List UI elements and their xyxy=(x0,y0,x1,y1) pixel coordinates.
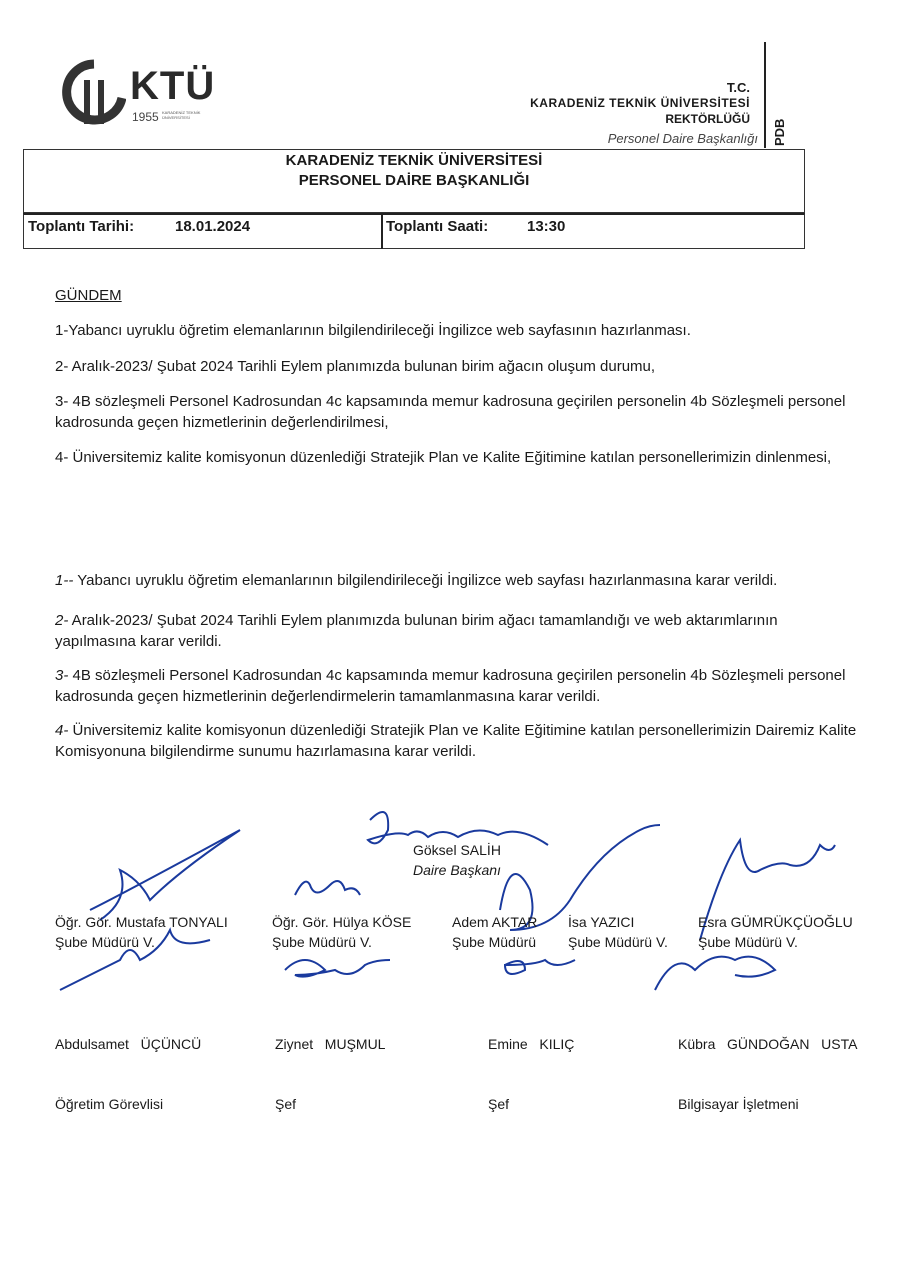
signatory xyxy=(272,912,411,952)
agenda-item: 4- Üniversitemiz kalite komisyonun düzenlediği Stratejik Plan ve Kalite Eğitimine katılan personellerimizin dinlenmesi, xyxy=(55,449,832,466)
meeting-time: 13:30 xyxy=(527,218,566,235)
meeting-date: 18.01.2024 xyxy=(175,218,251,235)
agenda-heading: GÜNDEM xyxy=(55,287,122,304)
signatory xyxy=(488,994,574,1134)
signatory-name: Ziynet MUŞMUL xyxy=(275,1036,386,1052)
signatory xyxy=(55,994,201,1134)
letterhead-tc: T.C. xyxy=(726,80,750,95)
signatory-title: Şube Müdürü xyxy=(452,934,537,950)
signature-kose xyxy=(295,881,360,895)
decision-item xyxy=(55,720,875,762)
signatory xyxy=(678,994,857,1134)
signature-tonyali xyxy=(90,830,240,920)
meeting-time-label: Toplantı Saati: xyxy=(386,218,489,235)
page-subtitle: PERSONEL DAİRE BAŞKANLIĞI xyxy=(298,172,530,189)
signatory-name: Emine KILIÇ xyxy=(488,1036,575,1052)
signatory-title: Şube Müdürü V. xyxy=(698,934,798,950)
meeting-info-divider xyxy=(381,213,383,249)
signatory-name: Kübra GÜNDOĞAN USTA xyxy=(678,1036,858,1052)
decision-number: 4- xyxy=(55,722,69,739)
decision-text: Aralık-2023/ Şubat 2024 Tarihli Eylem planımızda bulunan birim ağacı tamamlandığı ve web aktarımlarının yapılmasına karar verildi. xyxy=(55,612,778,650)
signatory-title: Şube Müdürü V. xyxy=(568,934,668,950)
agenda-item: 2- Aralık-2023/ Şubat 2024 Tarihli Eylem planımızda bulunan birim ağacın oluşum durumu, xyxy=(55,358,656,375)
letterhead-department: Personel Daire Başkanlığı xyxy=(607,131,758,146)
decision-number: 1-- xyxy=(55,572,74,589)
decision-number: 3- xyxy=(55,667,69,684)
letterhead-university: KARADENİZ TEKNİK ÜNİVERSİTESİ xyxy=(530,96,750,110)
signatory xyxy=(698,912,853,952)
decision-item xyxy=(55,570,885,591)
decision-text: Yabancı uyruklu öğretim elemanlarının bilgilendirileceği İngilizce web sayfası hazırlanmasına karar verildi. xyxy=(73,572,778,589)
signature-kilic xyxy=(505,960,575,974)
signatory-name: İsa YAZICI xyxy=(568,914,635,930)
letterhead-divider xyxy=(764,42,766,148)
decision-item xyxy=(55,665,875,707)
signatory-name: Adem AKTAR xyxy=(452,914,538,930)
signatory xyxy=(568,912,668,952)
signatory-title: Şef xyxy=(488,1096,510,1112)
signatory-name: Esra GÜMRÜKÇÜOĞLU xyxy=(698,914,853,930)
logo-text: KTÜ xyxy=(130,64,216,108)
letterhead-code: PDB xyxy=(772,118,787,146)
signatory-name: Abdulsamet ÜÇÜNCÜ xyxy=(55,1036,202,1052)
signatory-title: Daire Başkanı xyxy=(413,862,501,878)
decision-text: 4B sözleşmeli Personel Kadrosundan 4c kapsamında memur kadrosuna geçirilen personelin 4b Sözleşmeli personel kadrosunda geçen hizmetlerinin değerlendirmelerin tamamlanmasına karar verildi. xyxy=(55,667,846,705)
meeting-date-label: Toplantı Tarihi: xyxy=(28,218,135,235)
decision-item xyxy=(55,610,815,652)
signatory xyxy=(55,912,228,952)
signatory-title: Şube Müdürü V. xyxy=(55,934,155,950)
signatory-title: Bilgisayar İşletmeni xyxy=(678,1096,799,1112)
agenda-item: 1-Yabancı uyruklu öğretim elemanlarının bilgilendirileceği İngilizce web sayfasının hazırlanması. xyxy=(55,322,691,339)
logo-caption: KARADENİZ TEKNİK ÜNİVERSİTESİ xyxy=(162,110,201,120)
logo-year: 1955 xyxy=(132,110,159,124)
signatory-name: Öğr. Gör. Hülya KÖSE xyxy=(272,914,412,930)
signature-musmul xyxy=(285,960,390,977)
letterhead-rectorate: REKTÖRLÜĞÜ xyxy=(665,112,750,126)
signatory xyxy=(452,912,537,952)
signatory-title: Şef xyxy=(275,1096,297,1112)
decision-number: 2- xyxy=(55,612,69,629)
signatory-title: Öğretim Görevlisi xyxy=(55,1096,164,1112)
signatory xyxy=(275,994,385,1134)
ktu-logo-icon xyxy=(62,58,126,138)
signatory-name: Göksel SALİH xyxy=(413,842,501,858)
decision-text: Üniversitemiz kalite komisyonun düzenlediği Stratejik Plan ve Kalite Eğitimine katılan personellerimizin Dairemiz Kalite Komisyonuna bilgilendirme sunumu hazırlamasına karar verildi. xyxy=(55,722,857,760)
signatory-head xyxy=(413,840,501,880)
signatory-name: Öğr. Gör. Mustafa TONYALI xyxy=(55,914,228,930)
signature-gundogan xyxy=(655,957,775,990)
agenda-item: 3- 4B sözleşmeli Personel Kadrosundan 4c kapsamında memur kadrosuna geçirilen personelin 4b Sözleşmeli personel kadrosunda geçen hizmetlerinin değerlendirilmesi, xyxy=(55,393,846,431)
page-title: KARADENİZ TEKNİK ÜNİVERSİTESİ xyxy=(285,152,543,169)
signatory-title: Şube Müdürü V. xyxy=(272,934,372,950)
